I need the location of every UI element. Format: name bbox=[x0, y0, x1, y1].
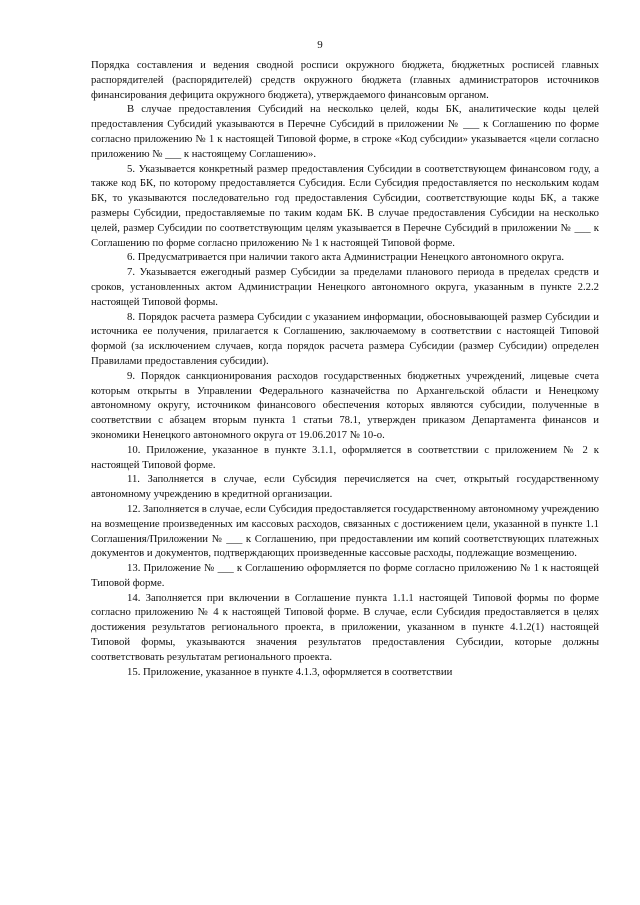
footnote-11: 11. Заполняется в случае, если Субсидия перечисляется на счет, открытый государственному автономному учреждению в кредитной организации. bbox=[91, 473, 599, 501]
footnote-14: 14. Заполняется при включении в Соглашение пункта 1.1.1 настоящей Типовой формы по форме согласно приложению № 4 к настоящей Типовой форме. В случае, если Субсидия предоставляется в целях достижения результатов регионального проекта, в приложении, указанном в пункте 4.1.2(1) настоящей Типовой формы, указываются значения результатов предоставления Субсидии, которые должны соответствовать результатам регионального проекта. bbox=[91, 591, 599, 663]
footnote-8: 8. Порядок расчета размера Субсидии с указанием информации, обосновывающей размер Субсидии и источника ее получения, прилагается к Соглашению, заключаемому в соответствии с настоящей Типовой формой (за исключением случаев, когда порядок расчета размера Субсидии (размер Субсидии) определен Правилами предоставления субсидии). bbox=[91, 310, 599, 367]
footnote-12: 12. Заполняется в случае, если Субсидия предоставляется государственному автономному учреждению на возмещение произведенных им кассовых расходов, связанных с достижением цели, указанной в пункте 1.1 Соглашения/Приложении № ___ к Соглашению, при предоставлении им копий соответствующих платежных документов и документов, подтверждающих произведенные кассовые расходы, подлежащие возмещению. bbox=[91, 502, 599, 560]
footnote-6: 6. Предусматривается при наличии такого акта Администрации Ненецкого автономного округа. bbox=[127, 251, 565, 264]
page-number: 9 bbox=[317, 39, 323, 51]
footnote-13: 13. Приложение № ___ к Соглашению оформляется по форме согласно приложению № 1 к настоящей Типовой форме. bbox=[91, 562, 599, 589]
paragraph-multiple-purposes: В случае предоставления Субсидий на несколько целей, коды БК, аналитические коды целей предоставления Субсидий указываются в Перечне Субсидий в приложении № ___ к Соглашению по форме согласно приложению № 1 к настоящей Типовой форме, в строке «Код субсидии» указывается «цели согласно приложению № ___ к настоящему Соглашению». bbox=[91, 103, 599, 160]
footnote-5: 5. Указывается конкретный размер предоставления Субсидии в соответствующем финансовом году, а также код БК, по которому предоставляется Субсидия. Если Субсидия предоставляется по нескольким кодам БК, то указываются последовательно год предоставления Субсидии, соответствующие коды БК, а также размеры Субсидии, предоставляемые по таким кодам БК. В случае предоставления Субсидии на несколько целей, размер Субсидии по соответствующим целям указывается в Перечне Субсидий в приложении № ___ к Соглашению по форме согласно приложению № 1 к настоящей Типовой форме. bbox=[91, 162, 599, 249]
footnote-15: 15. Приложение, указанное в пункте 4.1.3, оформляется в соответствии bbox=[127, 665, 453, 678]
document-body bbox=[91, 58, 599, 679]
footnote-7: 7. Указывается ежегодный размер Субсидии за пределами планового периода в пределах средств и сроков, установленных актом Администрации Ненецкого автономного округа, указанным в пункте 2.2.2 настоящей Типовой формы. bbox=[91, 266, 599, 308]
footnote-9: 9. Порядок санкционирования расходов государственных бюджетных учреждений, лицевые счета которым открыты в Управлении Федерального казначейства по Архангельской области и Ненецкому автономному округу, источником финансового обеспечения которых являются субсидии, полученные в соответствии с абзацем вторым пункта 1 статьи 78.1, утвержден приказом Департамента финансов и экономики Ненецкого автономного округа от 19.06.2017 № 10-о. bbox=[91, 369, 599, 441]
paragraph-continuation: Порядка составления и ведения сводной росписи окружного бюджета, бюджетных росписей главных распорядителей (распорядителей) средств окружного бюджета (главных администраторов источников финансирования дефицита окружного бюджета), утверждаемого финансовым органом. bbox=[91, 59, 599, 101]
footnote-10: 10. Приложение, указанное в пункте 3.1.1, оформляется в соответствии с приложением № 2 к настоящей Типовой форме. bbox=[91, 443, 599, 471]
